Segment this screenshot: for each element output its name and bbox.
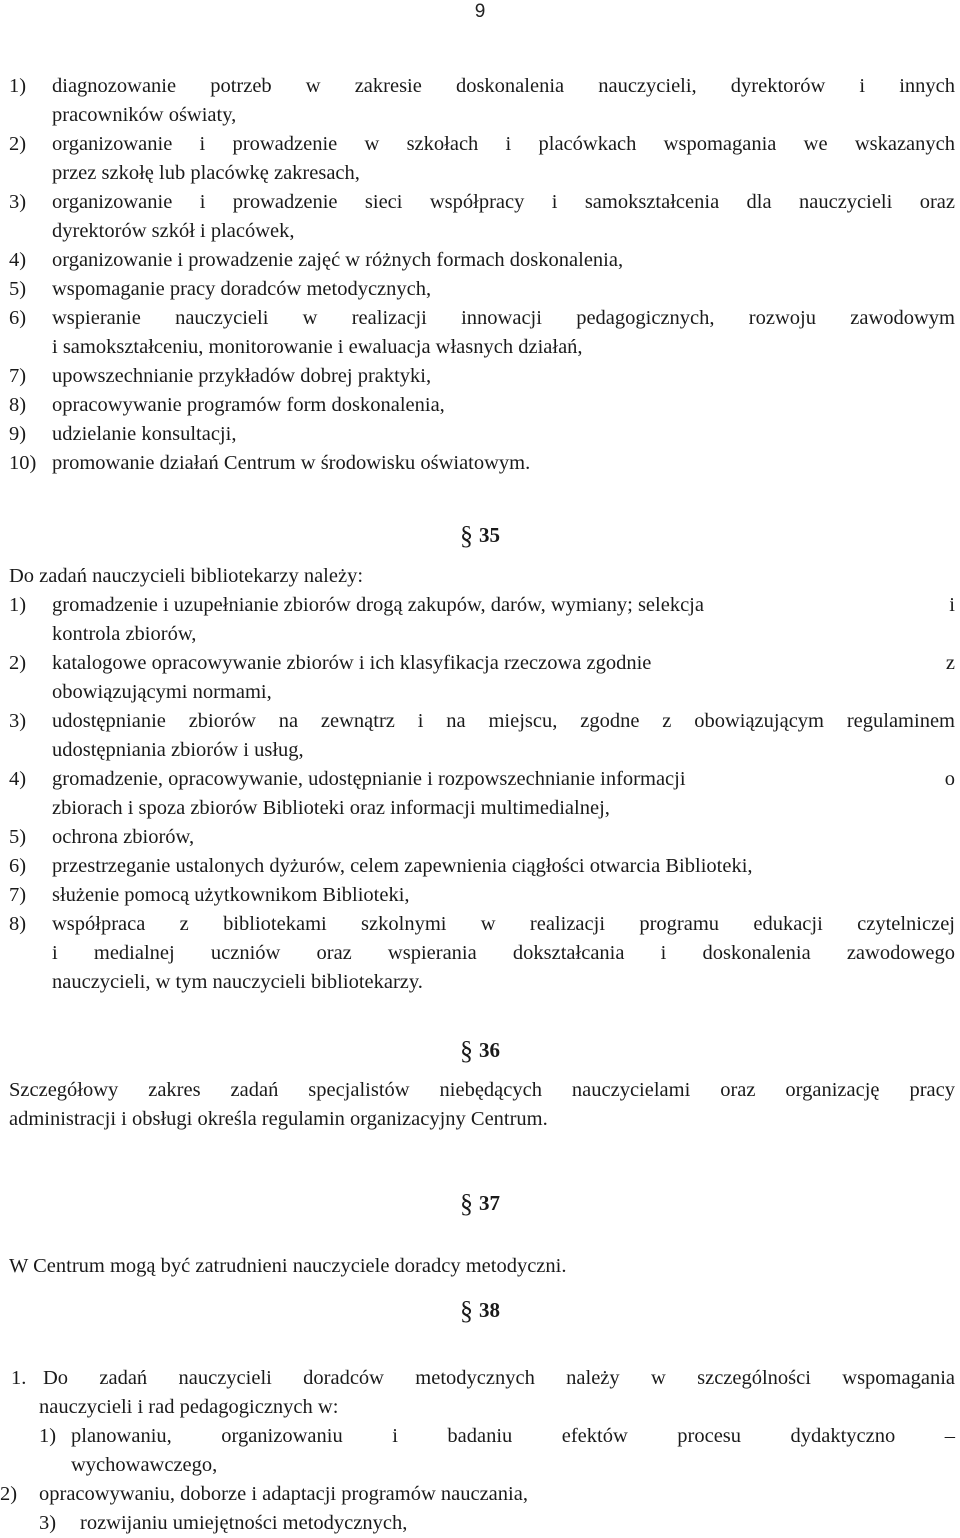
item-number: 3) bbox=[9, 710, 27, 732]
item-number: 4) bbox=[9, 768, 27, 790]
item-text: nauczycieli i rad pedagogicznych w: bbox=[39, 1396, 339, 1418]
item-text: przestrzeganie ustalonych dyżurów, celem zapewnienia ciągłości otwarcia Biblioteki, bbox=[52, 855, 753, 877]
section-heading-35 bbox=[0, 519, 960, 550]
item-number: 3) bbox=[39, 1512, 57, 1534]
item-text: nauczycieli, w tym nauczycieli bibliotekarzy. bbox=[52, 971, 423, 993]
item-trailing-word: o bbox=[944, 768, 955, 790]
section-number: 38 bbox=[479, 1298, 500, 1322]
section-sign: § bbox=[460, 1189, 473, 1218]
item-text: obowiązującymi normami, bbox=[52, 681, 272, 703]
item-number: 1. bbox=[11, 1367, 27, 1389]
item-text: kontrola zbiorów, bbox=[52, 623, 197, 645]
section-sign: § bbox=[460, 521, 473, 550]
paragraph-text: administracji i obsługi określa regulamin organizacyjny Centrum. bbox=[9, 1108, 548, 1130]
item-number: 1) bbox=[9, 594, 27, 616]
item-number: 5) bbox=[9, 278, 27, 300]
item-number: 2) bbox=[9, 652, 27, 674]
section-number: 36 bbox=[479, 1038, 500, 1062]
item-text: promowanie działań Centrum w środowisku oświatowym. bbox=[52, 452, 531, 474]
paragraph-text: Szczegółowy zakres zadań specjalistów niebędących nauczycielami oraz organizację pracy bbox=[9, 1079, 955, 1101]
item-text: udostępnianie zbiorów na zewnątrz i na miejscu, zgodne z obowiązującym regulaminem bbox=[52, 710, 955, 732]
paragraph-text: W Centrum mogą być zatrudnieni nauczyciele doradcy metodyczni. bbox=[9, 1255, 567, 1277]
item-text: organizowanie i prowadzenie zajęć w różnych formach doskonalenia, bbox=[52, 249, 624, 271]
item-number: 2) bbox=[0, 1483, 18, 1505]
item-number: 6) bbox=[9, 307, 27, 329]
item-text: diagnozowanie potrzeb w zakresie doskonalenia nauczycieli, dyrektorów i innych bbox=[52, 75, 955, 97]
item-text: udzielanie konsultacji, bbox=[52, 423, 237, 445]
item-text: dyrektorów szkół i placówek, bbox=[52, 220, 295, 242]
section-heading-37 bbox=[0, 1187, 960, 1218]
page-number: 9 bbox=[474, 1, 486, 22]
item-text: Do zadań nauczycieli doradców metodycznych należy w szczególności wspomagania bbox=[43, 1367, 955, 1389]
item-text: opracowywanie programów form doskonalenia, bbox=[52, 394, 445, 416]
item-text: zbiorach i spoza zbiorów Biblioteki oraz informacji multimedialnej, bbox=[52, 797, 610, 819]
item-text: wychowawczego, bbox=[71, 1454, 218, 1476]
item-number: 4) bbox=[9, 249, 27, 271]
item-number: 6) bbox=[9, 855, 27, 877]
section-heading-38 bbox=[0, 1294, 960, 1325]
section-heading-36 bbox=[0, 1034, 960, 1065]
item-text: pracowników oświaty, bbox=[52, 104, 237, 126]
item-text: rozwijaniu umiejętności metodycznych, bbox=[80, 1512, 408, 1534]
item-text: udostępniania zbiorów i usług, bbox=[52, 739, 304, 761]
section-sign: § bbox=[460, 1036, 473, 1065]
item-text: organizowanie i prowadzenie w szkołach i placówkach wspomagania we wskazanych bbox=[52, 133, 955, 155]
item-text: gromadzenie i uzupełnianie zbiorów drogą zakupów, darów, wymiany; selekcja bbox=[52, 594, 704, 616]
item-number: 1) bbox=[9, 75, 27, 97]
item-text: planowaniu, organizowaniu i badaniu efektów procesu dydaktyczno – bbox=[71, 1425, 955, 1447]
item-number: 7) bbox=[9, 884, 27, 906]
item-number: 2) bbox=[9, 133, 27, 155]
item-text: gromadzenie, opracowywanie, udostępnianie i rozpowszechnianie informacji bbox=[52, 768, 686, 790]
item-text: i samokształceniu, monitorowanie i ewaluacja własnych działań, bbox=[52, 336, 583, 358]
item-number: 5) bbox=[9, 826, 27, 848]
item-text: współpraca z bibliotekami szkolnymi w realizacji programu edukacji czytelniczej bbox=[52, 913, 955, 935]
item-number: 7) bbox=[9, 365, 27, 387]
item-trailing-word: i bbox=[949, 594, 955, 616]
item-text: przez szkołę lub placówkę zakresach, bbox=[52, 162, 360, 184]
intro-text: Do zadań nauczycieli bibliotekarzy należy: bbox=[9, 565, 364, 587]
item-number: 8) bbox=[9, 394, 27, 416]
item-text: upowszechnianie przykładów dobrej praktyki, bbox=[52, 365, 432, 387]
item-text: służenie pomocą użytkownikom Biblioteki, bbox=[52, 884, 410, 906]
section-sign: § bbox=[460, 1296, 473, 1325]
item-number: 10) bbox=[9, 452, 37, 474]
item-number: 9) bbox=[9, 423, 27, 445]
item-text: opracowywaniu, doborze i adaptacji programów nauczania, bbox=[39, 1483, 528, 1505]
section-number: 37 bbox=[479, 1191, 500, 1215]
item-text: wspomaganie pracy doradców metodycznych, bbox=[52, 278, 432, 300]
item-number: 1) bbox=[39, 1425, 57, 1447]
item-text: organizowanie i prowadzenie sieci współpracy i samokształcenia dla nauczycieli oraz bbox=[52, 191, 955, 213]
item-number: 8) bbox=[9, 913, 27, 935]
item-text: i medialnej uczniów oraz wspierania dokształcania i doskonalenia zawodowego bbox=[52, 942, 955, 964]
section-number: 35 bbox=[479, 523, 500, 547]
item-text: katalogowe opracowywanie zbiorów i ich klasyfikacja rzeczowa zgodnie bbox=[52, 652, 652, 674]
item-text: ochrona zbiorów, bbox=[52, 826, 195, 848]
item-text: wspieranie nauczycieli w realizacji innowacji pedagogicznych, rozwoju zawodowym bbox=[52, 307, 955, 329]
item-trailing-word: z bbox=[945, 652, 955, 674]
item-number: 3) bbox=[9, 191, 27, 213]
